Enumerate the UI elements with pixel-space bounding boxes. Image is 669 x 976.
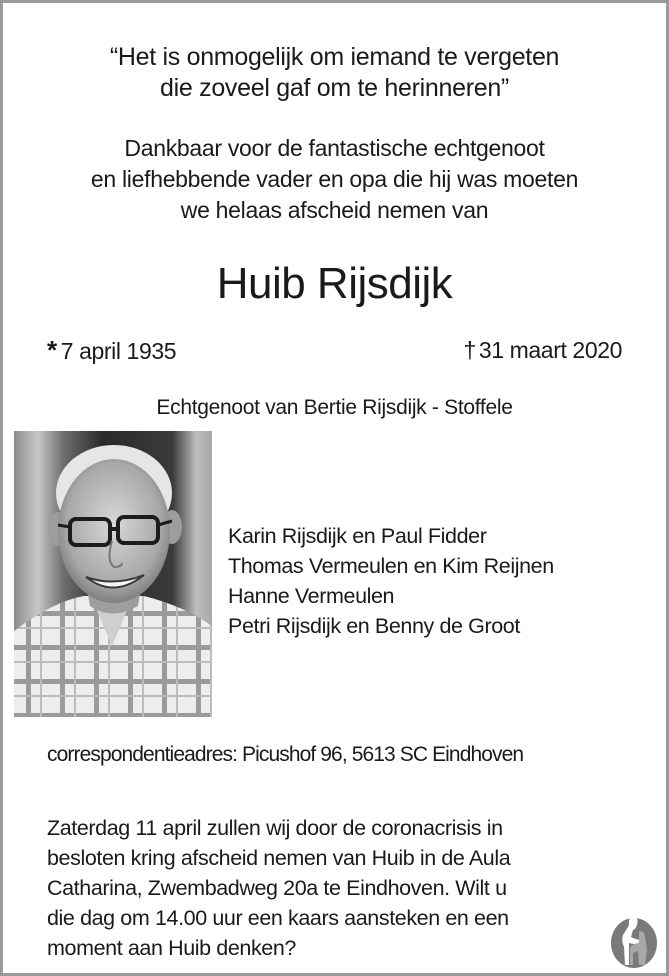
death-cross-icon: † <box>463 337 476 363</box>
birth-date <box>47 335 176 366</box>
family-member: Hanne Vermeulen <box>228 584 395 608</box>
correspondence-address: correspondentieadres: Picushof 96, 5613 SC Eindhoven <box>47 743 524 766</box>
family-list <box>228 521 554 641</box>
birth-star-icon: * <box>47 335 57 365</box>
intro-line: Dankbaar voor de fantastische echtgenoot <box>124 135 545 161</box>
family-member: Karin Rijsdijk en Paul Fidder <box>228 524 487 548</box>
ceremony-announcement <box>47 813 627 963</box>
quote-line: “Het is onmogelijk om iemand te vergeten <box>109 43 560 71</box>
family-member: Petri Rijsdijk en Benny de Groot <box>228 614 520 638</box>
announcement-line: Zaterdag 11 april zullen wij door de coronacrisis in <box>47 816 503 840</box>
quote-line: die zoveel gaf om te herinneren” <box>160 74 509 102</box>
announcement-line: besloten kring afscheid nemen van Huib in de Aula <box>47 846 511 870</box>
birth-date-text: 7 april 1935 <box>60 338 177 364</box>
intro-line: en liefhebbende vader en opa die hij was moeten <box>90 166 579 192</box>
deceased-name: Huib Rijsdijk <box>216 259 453 308</box>
announcement-line: Catharina, Zwembadweg 20a te Eindhoven. Wilt u <box>47 876 507 900</box>
death-date-text: 31 maart 2020 <box>478 337 622 363</box>
intro-text <box>3 133 666 226</box>
announcement-line: die dag om 14.00 uur een kaars aansteken en een <box>47 906 509 930</box>
spouse-line: Echtgenoot van Bertie Rijsdijk - Stoffele <box>156 396 513 419</box>
portrait-photo <box>14 431 212 717</box>
embracing-figures-icon <box>609 913 659 969</box>
death-date <box>463 335 622 365</box>
memorial-quote <box>3 42 666 104</box>
family-member: Thomas Vermeulen en Kim Reijnen <box>228 554 554 578</box>
announcement-line: moment aan Huib denken? <box>47 936 296 960</box>
intro-line: we helaas afscheid nemen van <box>180 197 489 223</box>
